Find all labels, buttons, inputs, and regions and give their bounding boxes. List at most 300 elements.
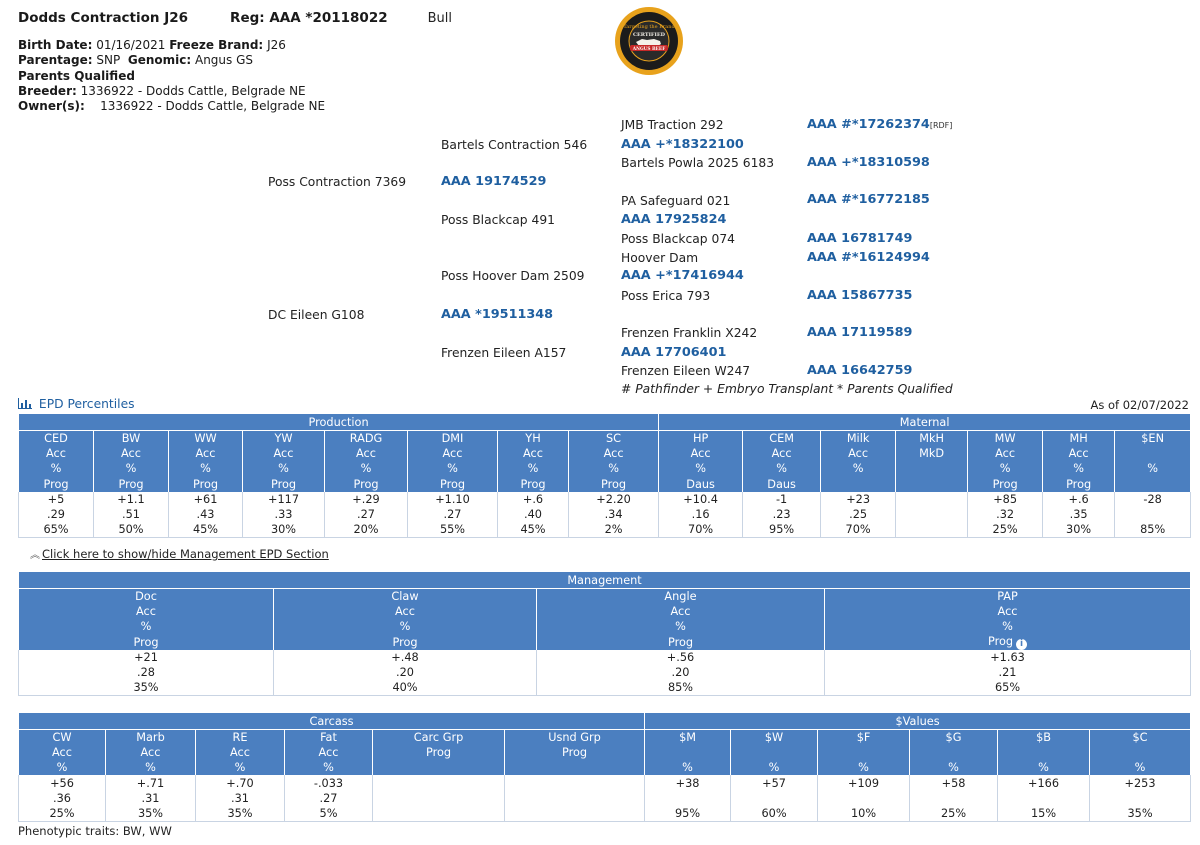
header-radg-line-0[interactable]: RADG	[325, 431, 408, 446]
value-yw-row-2: 30%	[243, 522, 325, 537]
value-usnd-grp-row-0	[505, 775, 645, 790]
parents-qualified	[18, 69, 325, 84]
management-table	[18, 571, 1191, 696]
header-mw-line-3: Prog	[968, 476, 1043, 491]
value-row	[19, 507, 1191, 522]
value-dollar-m-row-1	[645, 791, 731, 806]
value-cem-row-1: .23	[743, 507, 821, 522]
value-pap-row-2: 65%	[825, 680, 1191, 695]
header-hp-line-1: Acc	[659, 446, 743, 461]
freeze-brand-label: Freeze Brand:	[169, 38, 264, 52]
birth-date-label: Birth Date:	[18, 38, 93, 52]
sire-sire-reg[interactable]: AAA +*18322100	[621, 137, 744, 152]
animal-sex: Bull	[427, 11, 453, 26]
header-mw-line-2: %	[968, 461, 1043, 476]
dam-dam-reg[interactable]: AAA 17706401	[621, 345, 727, 360]
value-cem-row-0: -1	[743, 492, 821, 507]
header-dollar-c-line-2: %	[1090, 760, 1191, 775]
value-yh-row-2: 45%	[498, 522, 569, 537]
header-dollar-w-line-1	[731, 745, 818, 760]
parentage-line	[18, 53, 325, 68]
header-dmi-line-1: Acc	[408, 446, 498, 461]
toggle-management-text[interactable]: Click here to show/hide Management EPD Section	[42, 547, 329, 561]
value-row	[19, 665, 1191, 680]
header-pap-line-0[interactable]: PAP	[825, 589, 1191, 604]
header-angle-line-1: Acc	[537, 604, 825, 619]
production-maternal-table	[18, 413, 1191, 538]
header-bw-line-0[interactable]: BW	[94, 431, 169, 446]
header-dmi-line-2: %	[408, 461, 498, 476]
value-row	[19, 775, 1191, 790]
carcass-values-table	[18, 712, 1191, 822]
header-mkh-line-1: MkD	[896, 446, 968, 461]
value-re-row-1: .31	[196, 791, 285, 806]
header-doc-line-0[interactable]: Doc	[19, 589, 274, 604]
header-pap-line-2: %	[825, 619, 1191, 634]
header-ced-line-3: Prog	[19, 476, 94, 491]
value-claw-row-2: 40%	[274, 680, 537, 695]
value-fat-row-2: 5%	[285, 806, 373, 821]
header-dmi-line-3: Prog	[408, 476, 498, 491]
header-ced-line-2: %	[19, 461, 94, 476]
header-bw-line-1: Acc	[94, 446, 169, 461]
breeder: 1336922 - Dodds Cattle, Belgrade NE	[80, 83, 306, 98]
value-radg-row-0: +.29	[325, 492, 408, 507]
value-ced-row-2: 65%	[19, 522, 94, 537]
header-dollar-w-line-2: %	[731, 760, 818, 775]
header-dollar-m-line-0[interactable]: $M	[645, 730, 731, 745]
value-pap-row-1: .21	[825, 665, 1191, 680]
header-sc-line-3: Prog	[569, 476, 659, 491]
value-doc-row-1: .28	[19, 665, 274, 680]
value-angle-row-1: .20	[537, 665, 825, 680]
value-dollar-c-row-1	[1090, 791, 1191, 806]
header-dollar-f-line-1	[818, 745, 910, 760]
header-yh-line-0[interactable]: YH	[498, 431, 569, 446]
header-dollar-c-line-0[interactable]: $C	[1090, 730, 1191, 745]
header-usnd-grp-line-1: Prog	[505, 745, 645, 760]
header-row	[19, 730, 1191, 745]
value-carc-grp-row-1	[373, 791, 505, 806]
header-mkh-line-0[interactable]: MkH	[896, 431, 968, 446]
birth-date: 01/16/2021	[96, 38, 166, 52]
certified-angus-beef-logo	[614, 6, 684, 76]
header-dollar-en-line-1	[1115, 446, 1191, 461]
epd-section-title: EPD Percentiles	[38, 397, 135, 411]
header-yw-line-1: Acc	[243, 446, 325, 461]
dam-reg[interactable]: AAA *19511348	[441, 307, 554, 322]
header-yh-line-1: Acc	[498, 446, 569, 461]
header-radg-line-2: %	[325, 461, 408, 476]
header-doc-line-2: %	[19, 619, 274, 634]
group-maternal: Maternal	[659, 414, 1191, 431]
info-icon[interactable]: i	[1016, 639, 1027, 650]
value-carc-grp-row-0	[373, 775, 505, 790]
owner: 1336922 - Dodds Cattle, Belgrade NE	[100, 99, 326, 114]
header-marb-line-0[interactable]: Marb	[106, 730, 196, 745]
value-ww-row-0: +61	[169, 492, 243, 507]
value-milk-row-1: .25	[821, 507, 896, 522]
header-yw-line-2: %	[243, 461, 325, 476]
header-row	[19, 461, 1191, 476]
sss-reg-number[interactable]: AAA #*17262374	[807, 117, 930, 132]
header-milk-line-0[interactable]: Milk	[821, 431, 896, 446]
dss-name[interactable]: Hoover Dam	[621, 251, 699, 265]
sire-name[interactable]: Poss Contraction 7369	[268, 175, 407, 189]
value-dollar-en-row-1	[1115, 507, 1191, 522]
value-hp-row-1: .16	[659, 507, 743, 522]
freeze-brand: J26	[267, 38, 286, 52]
sire-reg[interactable]: AAA 19174529	[441, 174, 547, 189]
value-row	[19, 806, 1191, 821]
header-mh-line-0[interactable]: MH	[1043, 431, 1115, 446]
value-cw-row-1: .36	[19, 791, 106, 806]
group-carcass: Carcass	[19, 713, 645, 730]
header-dollar-w-line-0[interactable]: $W	[731, 730, 818, 745]
sss-reg-suffix: [RDF]	[929, 121, 953, 130]
header-claw-line-3: Prog	[274, 634, 537, 649]
header-row	[19, 760, 1191, 775]
header-hp-line-0[interactable]: HP	[659, 431, 743, 446]
sds-reg[interactable]: AAA #*16772185	[807, 192, 930, 207]
header-fat-line-1: Acc	[285, 745, 373, 760]
value-dollar-f-row-1	[818, 791, 910, 806]
header-mkh-line-3	[896, 476, 968, 491]
header-row	[19, 619, 1191, 634]
toggle-management-link[interactable]	[30, 546, 329, 561]
header-dollar-m-line-2: %	[645, 760, 731, 775]
logo-text-angus-beef: ANGUS BEEF	[632, 47, 666, 52]
header-pap-line-3: Prog i	[825, 634, 1191, 649]
sdd-name[interactable]: Poss Blackcap 074	[621, 232, 735, 246]
header-dollar-b-line-0[interactable]: $B	[998, 730, 1090, 745]
header-marb-line-1: Acc	[106, 745, 196, 760]
bar-chart-icon	[18, 398, 32, 409]
header-hp-line-3: Daus	[659, 476, 743, 491]
header-re-line-1: Acc	[196, 745, 285, 760]
value-dmi-row-1: .27	[408, 507, 498, 522]
header-row	[19, 446, 1191, 461]
value-ced-row-1: .29	[19, 507, 94, 522]
value-dollar-en-row-0: -28	[1115, 492, 1191, 507]
header-dollar-g-line-1	[910, 745, 998, 760]
value-re-row-2: 35%	[196, 806, 285, 821]
value-usnd-grp-row-1	[505, 791, 645, 806]
header-sc-line-0[interactable]: SC	[569, 431, 659, 446]
value-milk-row-2: 70%	[821, 522, 896, 537]
header-dollar-f-line-2: %	[818, 760, 910, 775]
value-dollar-f-row-0: +109	[818, 775, 910, 790]
value-marb-row-2: 35%	[106, 806, 196, 821]
value-mkh-row-2	[896, 522, 968, 537]
header-bw-line-2: %	[94, 461, 169, 476]
value-dollar-c-row-2: 35%	[1090, 806, 1191, 821]
group-production: Production	[19, 414, 659, 431]
header-yw-line-0[interactable]: YW	[243, 431, 325, 446]
header-dollar-en-line-3	[1115, 476, 1191, 491]
header-dollar-m-line-1	[645, 745, 731, 760]
logo-text-top: Targeting the Brand	[623, 24, 675, 30]
sdd-reg[interactable]: AAA 16781749	[807, 231, 913, 246]
value-yw-row-1: .33	[243, 507, 325, 522]
value-dollar-g-row-1	[910, 791, 998, 806]
value-dollar-w-row-2: 60%	[731, 806, 818, 821]
header-dollar-g-line-0[interactable]: $G	[910, 730, 998, 745]
header-dmi-line-0[interactable]: DMI	[408, 431, 498, 446]
header-re-line-2: %	[196, 760, 285, 775]
value-fat-row-1: .27	[285, 791, 373, 806]
header-carc-grp-line-0[interactable]: Carc Grp	[373, 730, 505, 745]
value-radg-row-1: .27	[325, 507, 408, 522]
value-angle-row-2: 85%	[537, 680, 825, 695]
header-cw-line-1: Acc	[19, 745, 106, 760]
value-mkh-row-0	[896, 492, 968, 507]
header-re-line-0[interactable]: RE	[196, 730, 285, 745]
value-cw-row-0: +56	[19, 775, 106, 790]
sire-dam-reg[interactable]: AAA 17925824	[621, 212, 727, 227]
animal-name: Dodds Contraction J26	[18, 10, 189, 26]
dsd-reg[interactable]: AAA 15867735	[807, 288, 913, 303]
header-claw-line-1: Acc	[274, 604, 537, 619]
header-row	[19, 431, 1191, 446]
header-doc-line-1: Acc	[19, 604, 274, 619]
dsd-name[interactable]: Poss Erica 793	[621, 289, 711, 303]
birth-line	[18, 38, 325, 53]
header-ced-line-0[interactable]: CED	[19, 431, 94, 446]
header-row	[19, 589, 1191, 604]
value-radg-row-2: 20%	[325, 522, 408, 537]
logo-text-certified: CERTIFIED	[633, 32, 665, 38]
value-dollar-en-row-2: 85%	[1115, 522, 1191, 537]
breeder-line	[18, 84, 325, 99]
header-milk-line-3	[821, 476, 896, 491]
value-sc-row-2: 2%	[569, 522, 659, 537]
header-hp-line-2: %	[659, 461, 743, 476]
value-row	[19, 680, 1191, 695]
header-ww-line-1: Acc	[169, 446, 243, 461]
value-dollar-c-row-0: +253	[1090, 775, 1191, 790]
value-hp-row-2: 70%	[659, 522, 743, 537]
value-row	[19, 650, 1191, 665]
value-dollar-m-row-2: 95%	[645, 806, 731, 821]
header-mh-line-1: Acc	[1043, 446, 1115, 461]
value-mw-row-2: 25%	[968, 522, 1043, 537]
parentage: SNP	[96, 53, 121, 68]
header-cem-line-2: %	[743, 461, 821, 476]
value-mh-row-2: 30%	[1043, 522, 1115, 537]
header-dollar-en-line-0[interactable]: $EN	[1115, 431, 1191, 446]
header-cw-line-2: %	[19, 760, 106, 775]
header-row	[19, 745, 1191, 760]
value-row	[19, 791, 1191, 806]
value-marb-row-0: +.71	[106, 775, 196, 790]
value-dollar-g-row-0: +58	[910, 775, 998, 790]
breeder-label: Breeder:	[18, 83, 77, 98]
header-mh-line-2: %	[1043, 461, 1115, 476]
sire-dam-name[interactable]: Poss Blackcap 491	[441, 213, 555, 227]
value-dollar-g-row-2: 25%	[910, 806, 998, 821]
header-mkh-line-2	[896, 461, 968, 476]
header-milk-line-2: %	[821, 461, 896, 476]
value-usnd-grp-row-2	[505, 806, 645, 821]
value-claw-row-0: +.48	[274, 650, 537, 665]
value-dmi-row-2: 55%	[408, 522, 498, 537]
value-mh-row-0: +.6	[1043, 492, 1115, 507]
value-ced-row-0: +5	[19, 492, 94, 507]
header-radg-line-1: Acc	[325, 446, 408, 461]
header-dollar-f-line-0[interactable]: $F	[818, 730, 910, 745]
dam-sire-reg[interactable]: AAA +*17416944	[621, 268, 744, 283]
header-carc-grp-line-1: Prog	[373, 745, 505, 760]
header-cem-line-1: Acc	[743, 446, 821, 461]
group-management: Management	[19, 572, 1191, 589]
value-dollar-f-row-2: 10%	[818, 806, 910, 821]
sire-sire-name[interactable]: Bartels Contraction 546	[441, 138, 588, 152]
dam-name[interactable]: DC Eileen G108	[268, 308, 365, 322]
value-mh-row-1: .35	[1043, 507, 1115, 522]
dds-name[interactable]: Frenzen Franklin X242	[621, 326, 758, 340]
header-angle-line-2: %	[537, 619, 825, 634]
animal-details	[18, 38, 325, 114]
header-angle-line-0[interactable]: Angle	[537, 589, 825, 604]
header-row	[19, 634, 1191, 649]
header-cem-line-0[interactable]: CEM	[743, 431, 821, 446]
header-milk-line-1: Acc	[821, 446, 896, 461]
header-dollar-g-line-2: %	[910, 760, 998, 775]
value-dollar-w-row-1	[731, 791, 818, 806]
value-row	[19, 522, 1191, 537]
header-bw-line-3: Prog	[94, 476, 169, 491]
ddd-reg[interactable]: AAA 16642759	[807, 363, 913, 378]
header-ced-line-1: Acc	[19, 446, 94, 461]
value-yh-row-0: +.6	[498, 492, 569, 507]
header-mh-line-3: Prog	[1043, 476, 1115, 491]
value-dollar-b-row-2: 15%	[998, 806, 1090, 821]
value-bw-row-1: .51	[94, 507, 169, 522]
header-claw-line-0[interactable]: Claw	[274, 589, 537, 604]
header-ww-line-0[interactable]: WW	[169, 431, 243, 446]
value-doc-row-2: 35%	[19, 680, 274, 695]
owner-line	[18, 99, 325, 114]
animal-header	[18, 10, 452, 26]
owner-label: Owner(s):	[18, 99, 85, 114]
value-sc-row-1: .34	[569, 507, 659, 522]
value-marb-row-1: .31	[106, 791, 196, 806]
header-ww-line-3: Prog	[169, 476, 243, 491]
value-claw-row-1: .20	[274, 665, 537, 680]
value-mkh-row-1	[896, 507, 968, 522]
sds-name[interactable]: PA Safeguard 021	[621, 194, 731, 208]
double-chevron-up-icon: ︽	[30, 550, 40, 561]
dam-dam-name[interactable]: Frenzen Eileen A157	[441, 346, 567, 360]
value-dollar-w-row-0: +57	[731, 775, 818, 790]
header-fat-line-2: %	[285, 760, 373, 775]
header-ww-line-2: %	[169, 461, 243, 476]
animal-registration: Reg: AAA *20118022	[230, 10, 388, 26]
epd-percentiles-heading[interactable]	[18, 397, 135, 411]
value-re-row-0: +.70	[196, 775, 285, 790]
header-marb-line-2: %	[106, 760, 196, 775]
value-bw-row-2: 50%	[94, 522, 169, 537]
value-hp-row-0: +10.4	[659, 492, 743, 507]
header-mw-line-0[interactable]: MW	[968, 431, 1043, 446]
header-sc-line-2: %	[569, 461, 659, 476]
value-ww-row-2: 45%	[169, 522, 243, 537]
sss-reg[interactable]	[807, 117, 952, 132]
value-mw-row-0: +85	[968, 492, 1043, 507]
pedigree-legend: # Pathfinder + Embryo Transplant * Parents Qualified	[621, 382, 953, 396]
value-sc-row-0: +2.20	[569, 492, 659, 507]
value-ww-row-1: .43	[169, 507, 243, 522]
header-row	[19, 476, 1191, 491]
title-line	[18, 10, 452, 26]
dss-reg[interactable]: AAA #*16124994	[807, 250, 930, 265]
header-dollar-c-line-1	[1090, 745, 1191, 760]
group-dollar-values: $Values	[645, 713, 1191, 730]
value-fat-row-0: -.033	[285, 775, 373, 790]
value-row	[19, 492, 1191, 507]
value-carc-grp-row-2	[373, 806, 505, 821]
header-cem-line-3: Daus	[743, 476, 821, 491]
header-sc-line-1: Acc	[569, 446, 659, 461]
value-cem-row-2: 95%	[743, 522, 821, 537]
header-dollar-b-line-2: %	[998, 760, 1090, 775]
value-bw-row-0: +1.1	[94, 492, 169, 507]
header-fat-line-0[interactable]: Fat	[285, 730, 373, 745]
dam-sire-name[interactable]: Poss Hoover Dam 2509	[441, 269, 585, 283]
header-yh-line-2: %	[498, 461, 569, 476]
value-dmi-row-0: +1.10	[408, 492, 498, 507]
genomic: Angus GS	[194, 53, 254, 68]
header-row	[19, 604, 1191, 619]
value-dollar-b-row-0: +166	[998, 775, 1090, 790]
value-angle-row-0: +.56	[537, 650, 825, 665]
value-yh-row-1: .40	[498, 507, 569, 522]
value-pap-row-0: +1.63	[825, 650, 1191, 665]
header-dollar-b-line-1	[998, 745, 1090, 760]
header-carc-grp-line-2	[373, 760, 505, 775]
header-dollar-en-line-2: %	[1115, 461, 1191, 476]
value-doc-row-0: +21	[19, 650, 274, 665]
value-dollar-b-row-1	[998, 791, 1090, 806]
parentage-label: Parentage:	[18, 53, 93, 68]
sss-name[interactable]: JMB Traction 292	[621, 118, 724, 132]
header-usnd-grp-line-2	[505, 760, 645, 775]
header-angle-line-3: Prog	[537, 634, 825, 649]
genomic-label: Genomic:	[127, 53, 192, 68]
ssd-name[interactable]: Bartels Powla 2025 6183	[621, 156, 775, 170]
header-pap-line-1: Acc	[825, 604, 1191, 619]
header-cw-line-0[interactable]: CW	[19, 730, 106, 745]
value-yw-row-0: +117	[243, 492, 325, 507]
header-radg-line-3: Prog	[325, 476, 408, 491]
as-of-date: As of 02/07/2022	[1090, 398, 1189, 412]
phenotypic-traits: Phenotypic traits: BW, WW	[18, 824, 172, 838]
header-usnd-grp-line-0[interactable]: Usnd Grp	[505, 730, 645, 745]
ddd-name[interactable]: Frenzen Eileen W247	[621, 364, 751, 378]
header-mw-line-1: Acc	[968, 446, 1043, 461]
header-yh-line-3: Prog	[498, 476, 569, 491]
header-doc-line-3: Prog	[19, 634, 274, 649]
value-cw-row-2: 25%	[19, 806, 106, 821]
header-claw-line-2: %	[274, 619, 537, 634]
value-mw-row-1: .32	[968, 507, 1043, 522]
ssd-reg[interactable]: AAA +*18310598	[807, 155, 930, 170]
value-dollar-m-row-0: +38	[645, 775, 731, 790]
dds-reg[interactable]: AAA 17119589	[807, 325, 913, 340]
value-milk-row-0: +23	[821, 492, 896, 507]
header-yw-line-3: Prog	[243, 476, 325, 491]
